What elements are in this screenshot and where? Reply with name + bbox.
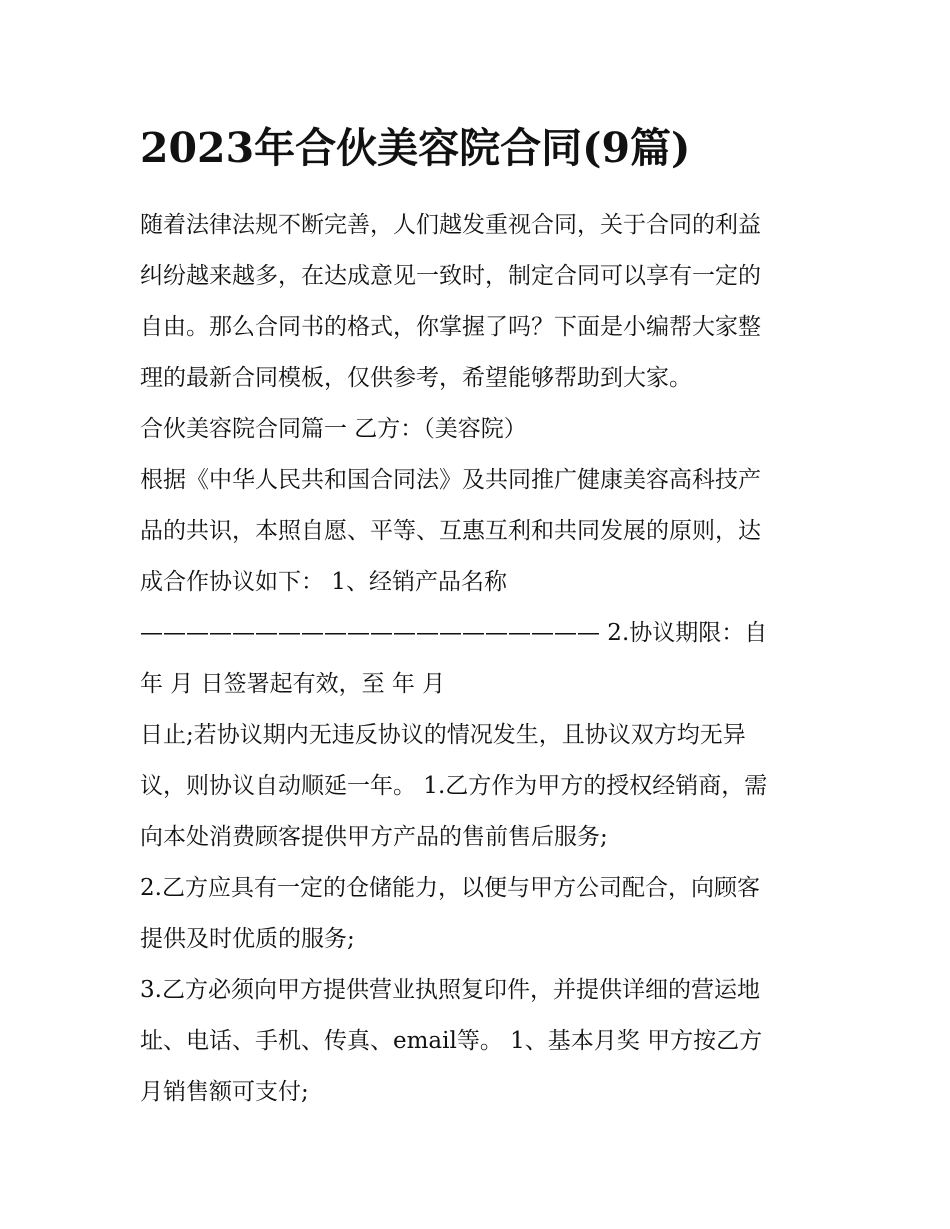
text-line: 年 月 日签署起有效，至 年 月 [140, 671, 446, 697]
text-line: 品的共识，本照自愿、平等、互惠互利和共同发展的原则，达 [140, 518, 761, 544]
text-line: 2.乙方应具有一定的仓储能力，以便与甲方公司配合，向顾客 [140, 875, 760, 901]
text-line: 随着法律法规不断完善，人们越发重视合同，关于合同的利益 [140, 212, 761, 238]
text-line: 月销售额可支付; [140, 1079, 309, 1105]
text-line: 址、电话、手机、传真、email等。 1、基本月奖 甲方按乙方 [140, 1028, 763, 1054]
text-line: 理的最新合同模板，仅供参考，希望能够帮助到大家。 [140, 365, 692, 391]
text-line: 成合作协议如下： 1、经销产品名称 [140, 569, 507, 595]
text-line: 纠纷越来越多，在达成意见一致时，制定合同可以享有一定的 [140, 263, 761, 289]
text-line: 根据《中华人民共和国合同法》及共同推广健康美容高科技产 [140, 467, 761, 493]
text-line: ———————————————————— 2.协议期限：自 [140, 620, 768, 646]
text-line: 议，则协议自动顺延一年。 1.乙方作为甲方的授权经销商，需 [140, 773, 768, 799]
document-title: 2023年合伙美容院合同(9篇) [140, 124, 691, 172]
text-line: 合伙美容院合同篇一 乙方：（美容院） [140, 416, 527, 442]
text-line: 向本处消费顾客提供甲方产品的售前售后服务; [140, 824, 608, 850]
text-line: 日止;若协议期内无违反协议的情况发生，且协议双方均无异 [140, 722, 746, 748]
document-body [140, 200, 820, 1118]
text-line: 3.乙方必须向甲方提供营业执照复印件，并提供详细的营运地 [140, 977, 760, 1003]
text-line: 提供及时优质的服务; [140, 926, 355, 952]
text-line: 自由。那么合同书的格式，你掌握了吗？下面是小编帮大家整 [140, 314, 761, 340]
